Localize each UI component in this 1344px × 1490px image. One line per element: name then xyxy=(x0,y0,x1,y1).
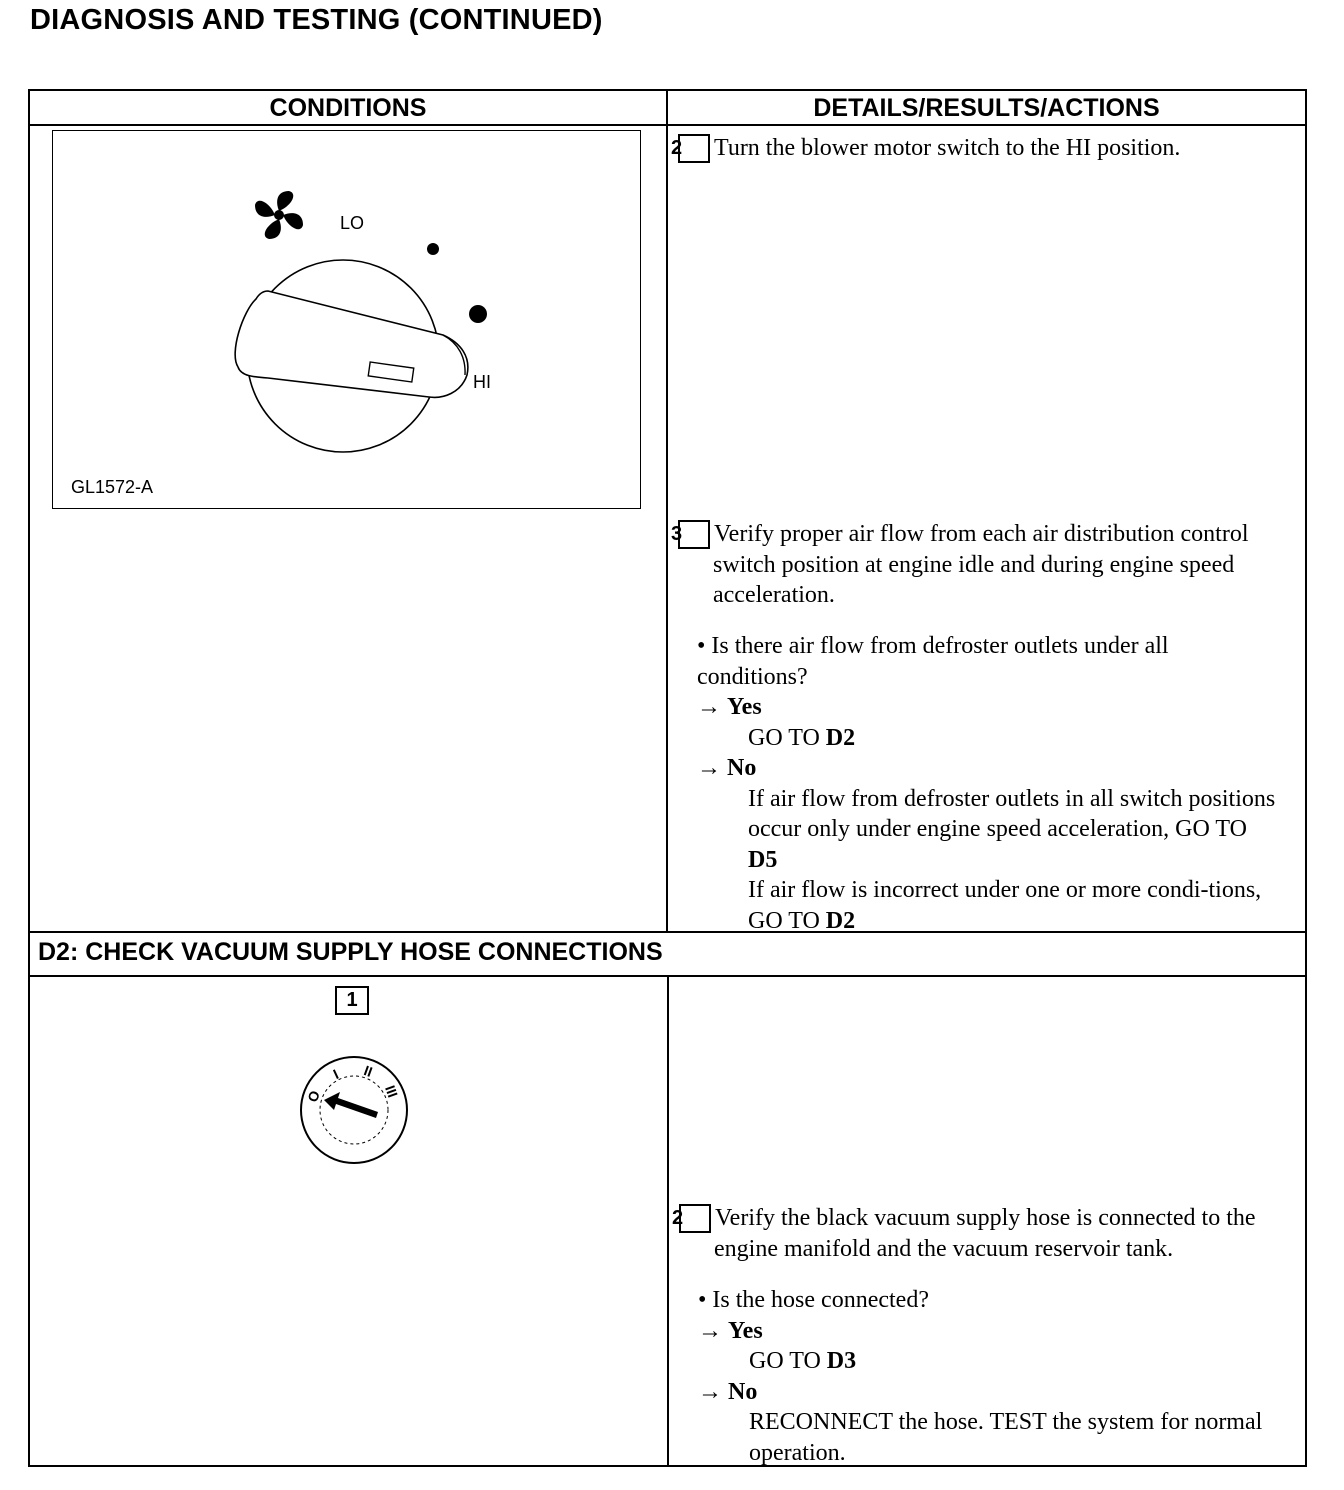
step-number: 2 xyxy=(679,1204,711,1233)
conditions-header: CONDITIONS xyxy=(269,94,427,122)
details-header: DETAILS/RESULTS/ACTIONS xyxy=(813,94,1160,122)
question-block-2 xyxy=(698,1285,1288,1468)
no-action-1 xyxy=(697,784,1278,876)
page-title: DIAGNOSIS AND TESTING (CONTINUED) xyxy=(30,4,603,36)
no-arrow: → xyxy=(697,755,721,781)
no-action-2-ref: D2 xyxy=(825,907,856,934)
hi-label: HI xyxy=(473,372,491,392)
step-number: 2 xyxy=(678,134,710,163)
no-arrow: → xyxy=(698,1378,722,1405)
position-label: II xyxy=(361,1062,375,1080)
figure-id: GL1572-A xyxy=(71,477,154,497)
speed-dot-small xyxy=(427,243,439,255)
step-text: Turn the blower motor switch to the HI position. xyxy=(714,135,1181,161)
yes-action xyxy=(698,1346,1288,1377)
question-block-1 xyxy=(697,631,1277,936)
d2-step-1-marker xyxy=(335,986,373,1015)
d2-step-2-instruction xyxy=(671,1203,1304,1264)
step-number: 3 xyxy=(678,520,710,549)
no-label: No xyxy=(728,1378,758,1405)
yes-action-prefix: GO TO xyxy=(749,1348,827,1374)
no-action-1-prefix: If air flow from defroster outlets in all switch positions occur only under engine speed acceleration, GO TO xyxy=(748,785,1276,842)
yes-action xyxy=(697,723,1277,754)
section-title: D2: CHECK VACUUM SUPPLY HOSE CONNECTIONS xyxy=(38,938,663,966)
yes-branch xyxy=(697,692,1277,723)
step-2-instruction xyxy=(670,133,1278,164)
step-text: Verify proper air flow from each air distribution control switch position at engine idle and during engine speed acceleration. xyxy=(713,521,1249,608)
position-label: III xyxy=(382,1083,402,1100)
position-label: I xyxy=(330,1065,341,1083)
no-branch xyxy=(697,753,1277,784)
column-divider-bottom xyxy=(667,975,669,1467)
fan-icon xyxy=(255,191,303,239)
yes-action-ref: D3 xyxy=(826,1348,857,1374)
ignition-switch-illustration xyxy=(294,1050,414,1170)
yes-arrow: → xyxy=(697,694,721,720)
no-label: No xyxy=(727,755,757,781)
yes-label: Yes xyxy=(728,1317,763,1344)
yes-arrow: → xyxy=(698,1317,722,1344)
blower-switch-figure xyxy=(52,130,641,509)
step-text: Verify the black vacuum supply hose is connected to the engine manifold and the vacuum reservoir tank. xyxy=(714,1205,1256,1262)
no-action-1-ref: D5 xyxy=(748,846,778,873)
step-3-instruction xyxy=(670,519,1258,611)
question-text: • Is there air flow from defroster outlets under all conditions? xyxy=(697,633,1169,690)
yes-branch xyxy=(698,1316,1288,1347)
yes-action-ref: D2 xyxy=(825,724,856,751)
yes-label: Yes xyxy=(727,694,762,720)
question-text: • Is the hose connected? xyxy=(698,1287,929,1313)
blower-switch-illustration xyxy=(53,131,642,510)
column-divider-top xyxy=(666,89,668,933)
position-label: O xyxy=(304,1088,323,1105)
lo-label: LO xyxy=(340,213,365,233)
no-action-2-prefix: If air flow is incorrect under one or more condi-tions, GO TO xyxy=(748,877,1262,934)
no-branch xyxy=(698,1377,1288,1408)
no-action-2 xyxy=(697,875,1278,936)
no-action: RECONNECT the hose. TEST the system for normal operation. xyxy=(749,1409,1263,1466)
step-number: 1 xyxy=(335,986,369,1015)
yes-action-prefix: GO TO xyxy=(748,724,826,751)
speed-dot-large xyxy=(469,305,487,323)
